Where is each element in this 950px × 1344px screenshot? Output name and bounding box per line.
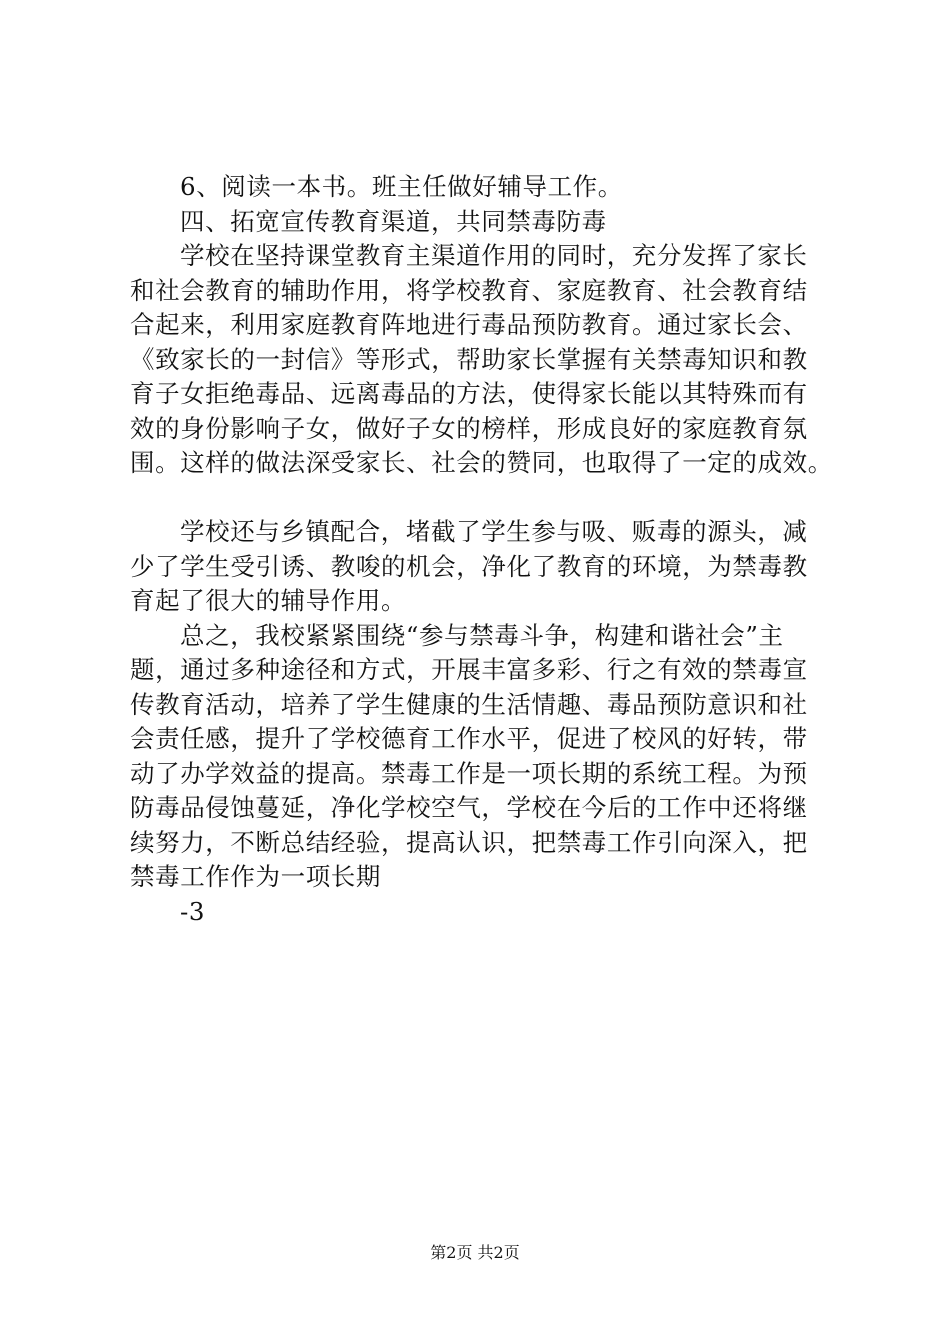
paragraph-line: 总之，我校紧紧围绕“参与禁毒斗争，构建和谐社会”主 — [180, 620, 784, 650]
paragraph-line: 防毒品侵蚀蔓延，净化学校空气，学校在今后的工作中还将继 — [130, 793, 808, 822]
paragraph-line: 《致家长的一封信》等形式，帮助家长掌握有关禁毒知识和教 — [130, 344, 808, 374]
paragraph-gap — [130, 481, 830, 516]
paragraph-line: 围。这样的做法深受家长、社会的赞同，也取得了一定的成效。 — [130, 448, 833, 477]
paragraph-line: 育子女拒绝毒品、远离毒品的方法，使得家长能以其特殊而有 — [130, 379, 808, 408]
paragraph-line: 育起了很大的辅导作用。 — [130, 586, 407, 615]
paragraph-line: 题，通过多种途径和方式，开展丰富多彩、行之有效的禁毒宣 — [130, 655, 808, 684]
document-body — [130, 170, 833, 929]
list-item-read-book: 6、阅读一本书。班主任做好辅导工作。 — [180, 172, 623, 201]
paragraph-line: 少了学生受引诱、教唆的机会，净化了教育的环境，为禁毒教 — [130, 551, 808, 581]
page-marker: -3 — [180, 896, 206, 926]
paragraph-line: 合起来，利用家庭教育阵地进行毒品预防教育。通过家长会、 — [130, 310, 808, 339]
paragraph-line: 和社会教育的辅助作用，将学校教育、家庭教育、社会教育结 — [130, 275, 808, 305]
paragraph-line: 传教育活动，培养了学生健康的生活情趣、毒品预防意识和社 — [130, 689, 808, 719]
section-heading-4: 四、拓宽宣传教育渠道，共同禁毒防毒 — [180, 206, 607, 236]
paragraph-line: 禁毒工作作为一项长期 — [130, 862, 381, 891]
paragraph-line: 续努力，不断总结经验，提高认识，把禁毒工作引向深入，把 — [130, 827, 808, 857]
paragraph-line: 学校还与乡镇配合，堵截了学生参与吸、贩毒的源头，减 — [180, 517, 808, 546]
page-footer: 第2页 共2页 — [430, 1243, 520, 1262]
paragraph-line: 效的身份影响子女，做好子女的榜样，形成良好的家庭教育氛 — [130, 413, 808, 443]
paragraph-line: 动了办学效益的提高。禁毒工作是一项长期的系统工程。为预 — [130, 758, 808, 788]
paragraph-line: 会责任感，提升了学校德育工作水平，促进了校风的好转，带 — [130, 724, 808, 753]
paragraph-line: 学校在坚持课堂教育主渠道作用的同时，充分发挥了家长 — [180, 241, 808, 270]
